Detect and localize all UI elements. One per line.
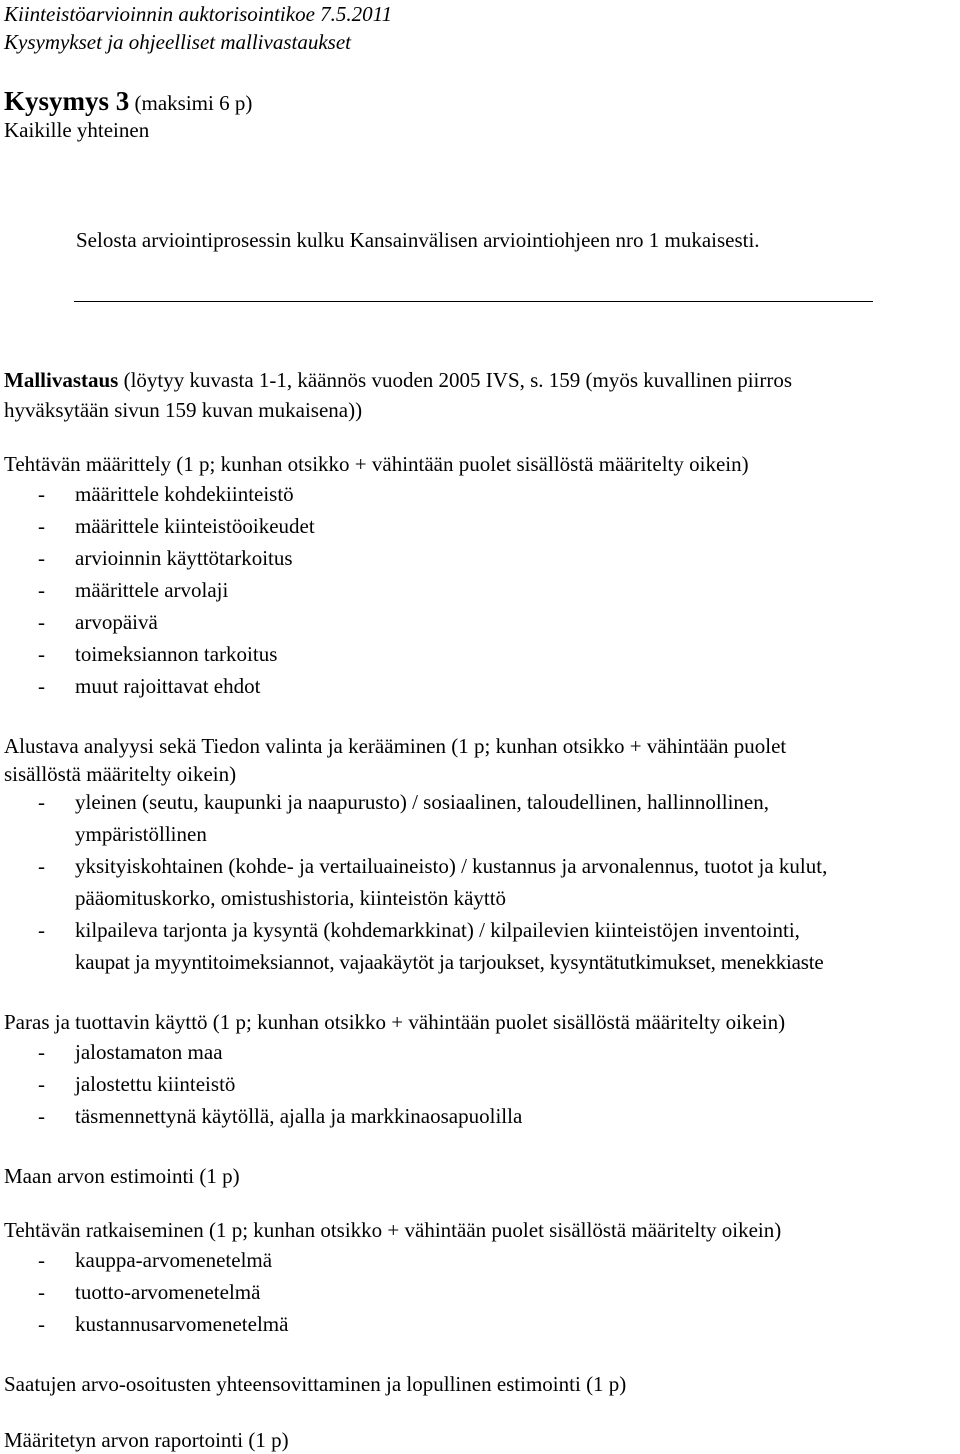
list-item: arvopäivä xyxy=(75,610,158,634)
section-reporting-heading: Määritetyn arvon raportointi (1 p) xyxy=(4,1428,289,1452)
list-item: yksityiskohtainen (kohde- ja vertailuaineisto) / kustannus ja arvonalennus, tuotot ja kulut, xyxy=(75,854,828,878)
section-analysis-heading: Alustava analyysi sekä Tiedon valinta ja kerääminen (1 p; kunhan otsikko + vähintään puolet xyxy=(4,734,787,758)
list-bullet: - xyxy=(38,674,45,698)
question-title xyxy=(4,84,252,118)
list-item: jalostettu kiinteistö xyxy=(75,1072,236,1096)
document-header-subtitle: Kysymykset ja ohjeelliset mallivastaukset xyxy=(4,30,351,54)
document-header-title: Kiinteistöarvioinnin auktorisointikoe 7.5.2011 xyxy=(4,2,393,26)
list-bullet: - xyxy=(38,790,45,814)
model-answer-label: Mallivastaus xyxy=(4,368,119,392)
question-subtitle: Kaikille yhteinen xyxy=(4,118,150,142)
list-item: kauppa-arvomenetelmä xyxy=(75,1248,273,1272)
list-bullet: - xyxy=(38,514,45,538)
list-bullet: - xyxy=(38,854,45,878)
list-bullet: - xyxy=(38,1248,45,1272)
list-item: määrittele kiinteistöoikeudet xyxy=(75,514,315,538)
section-task-definition-heading: Tehtävän määrittely (1 p; kunhan otsikko + vähintään puolet sisällöstä määritelty oikein) xyxy=(4,452,749,476)
list-item: toimeksiannon tarkoitus xyxy=(75,642,278,666)
answer-line xyxy=(74,301,873,302)
section-solution-heading: Tehtävän ratkaiseminen (1 p; kunhan otsikko + vähintään puolet sisällöstä määritelty oikein) xyxy=(4,1218,782,1242)
list-bullet: - xyxy=(38,546,45,570)
list-item: täsmennettynä käytöllä, ajalla ja markkinaosapuolilla xyxy=(75,1104,523,1128)
list-item: muut rajoittavat ehdot xyxy=(75,674,261,698)
list-bullet: - xyxy=(38,1040,45,1064)
list-item-cont: ympäristöllinen xyxy=(75,822,207,846)
list-bullet: - xyxy=(38,1104,45,1128)
list-bullet: - xyxy=(38,1280,45,1304)
list-bullet: - xyxy=(38,1312,45,1336)
list-bullet: - xyxy=(38,1072,45,1096)
list-item: kustannusarvomenetelmä xyxy=(75,1312,289,1336)
list-bullet: - xyxy=(38,642,45,666)
model-answer-source: (löytyy kuvasta 1-1, käännös vuoden 2005 IVS, s. 159 (myös kuvallinen piirros xyxy=(123,368,793,392)
question-points: (maksimi 6 p) xyxy=(134,91,253,115)
list-item: tuotto-arvomenetelmä xyxy=(75,1280,261,1304)
list-item: määrittele kohdekiinteistö xyxy=(75,482,294,506)
list-item: kilpaileva tarjonta ja kysyntä (kohdemarkkinat) / kilpailevien kiinteistöjen inventointi, xyxy=(75,918,800,942)
list-item-cont: kaupat ja myyntitoimeksiannot, vajaakäytöt ja tarjoukset, kysyntätutkimukset, menekkiaste xyxy=(75,950,824,974)
model-answer-intro xyxy=(4,366,792,394)
section-reconciliation-heading: Saatujen arvo-osoitusten yhteensovittaminen ja lopullinen estimointi (1 p) xyxy=(4,1372,627,1396)
question-number: Kysymys 3 xyxy=(4,86,130,116)
list-item: arvioinnin käyttötarkoitus xyxy=(75,546,293,570)
question-prompt: Selosta arviointiprosessin kulku Kansainvälisen arviointiohjeen nro 1 mukaisesti. xyxy=(76,228,760,252)
list-bullet: - xyxy=(38,610,45,634)
model-answer-source-cont: hyväksytään sivun 159 kuvan mukaisena)) xyxy=(4,398,363,422)
list-item: jalostamaton maa xyxy=(75,1040,223,1064)
list-bullet: - xyxy=(38,482,45,506)
list-bullet: - xyxy=(38,578,45,602)
list-item: yleinen (seutu, kaupunki ja naapurusto) / sosiaalinen, taloudellinen, hallinnollinen, xyxy=(75,790,770,814)
list-item: määrittele arvolaji xyxy=(75,578,229,602)
list-bullet: - xyxy=(38,918,45,942)
section-best-use-heading: Paras ja tuottavin käyttö (1 p; kunhan otsikko + vähintään puolet sisällöstä määritelty oikein) xyxy=(4,1010,786,1034)
section-analysis-heading-cont: sisällöstä määritelty oikein) xyxy=(4,762,237,786)
section-land-value-heading: Maan arvon estimointi (1 p) xyxy=(4,1164,240,1188)
list-item-cont: pääomituskorko, omistushistoria, kiinteistön käyttö xyxy=(75,886,507,910)
